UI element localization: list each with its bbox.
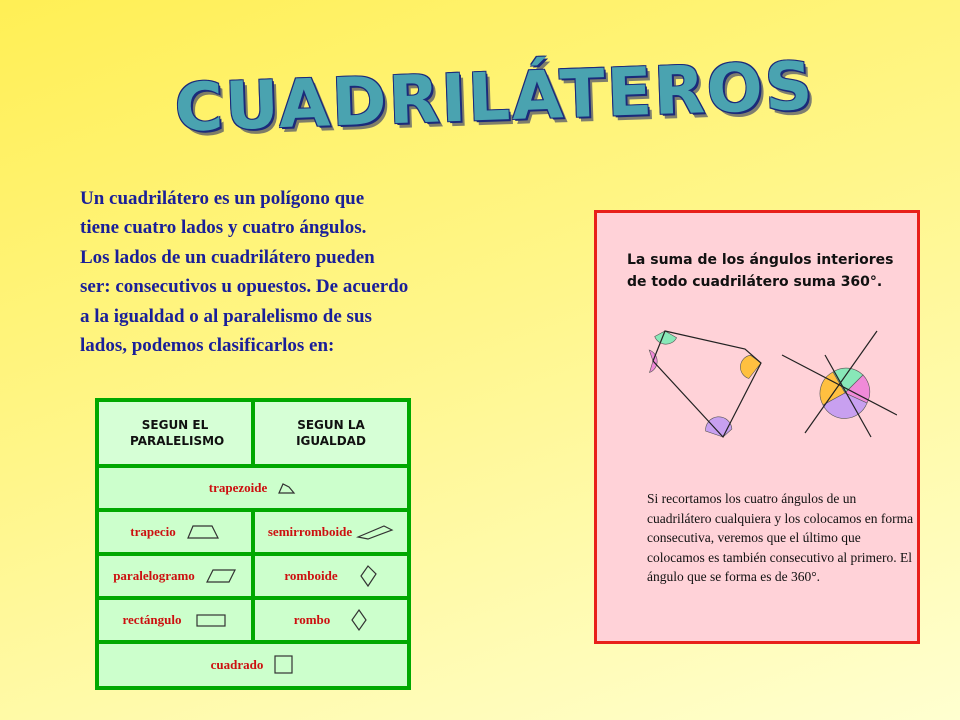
angle-sum-box <box>594 210 920 644</box>
rombo-shape-icon <box>350 608 368 632</box>
intro-line: Un cuadrilátero es un polígono que <box>80 188 365 209</box>
label-romboide: romboide <box>284 568 338 583</box>
intro-line: a la igualdad o al paralelismo de sus <box>80 305 372 327</box>
cell-rombo <box>255 600 407 640</box>
intro-line: lados, podemos clasificarlos en: <box>80 335 335 357</box>
label-semirromboide: semirromboide <box>267 524 353 539</box>
angle-sum-explanation: Si recortamos los cuatro ángulos de un cuadrilátero cualquiera y los colocamos en forma consecutiva, veremos que el último que colocamos es también consecutivo al primero. El ángulo que se forma es de 360°. <box>647 491 914 584</box>
cell-paralelogramo <box>99 556 251 596</box>
cuadrado-shape-icon <box>273 654 295 676</box>
angle-sum-heading: La suma de los ángulos interiores de todo cuadrilátero suma 360°. <box>627 252 894 290</box>
cell-trapecio <box>99 512 251 552</box>
intro-line: Los lados de un cuadrilátero pueden <box>80 246 375 268</box>
label-rectangulo: rectángulo <box>122 612 182 627</box>
cell-romboide <box>255 556 407 596</box>
label-rombo: rombo <box>293 612 331 627</box>
classification-table <box>95 398 411 690</box>
romboide-shape-icon <box>358 564 378 588</box>
trapecio-shape-icon <box>186 524 220 540</box>
quadrilateral-figure <box>649 331 761 437</box>
angle-sum-diagram <box>627 325 897 465</box>
consecutive-angles-figure <box>782 331 897 437</box>
paralelogramo-shape-icon <box>205 568 237 584</box>
row-trapezoide <box>99 468 407 508</box>
intro-line: tiene cuatro lados y cuatro ángulos. <box>80 217 367 239</box>
intro-paragraph <box>80 184 500 360</box>
label-paralelogramo: paralelogramo <box>113 568 195 583</box>
cell-rectangulo <box>99 600 251 640</box>
label-trapezoide: trapezoide <box>208 480 268 495</box>
intro-line: ser: consecutivos u opuestos. De acuerdo <box>80 276 409 298</box>
label-trapecio: trapecio <box>130 524 176 539</box>
semirromboide-shape-icon <box>356 523 394 541</box>
header-igualdad: SEGUN LA IGUALDAD <box>255 402 407 464</box>
cell-semirromboide <box>255 512 407 552</box>
row-cuadrado <box>99 644 407 686</box>
page-title: CUADRILÁTEROS <box>173 47 816 147</box>
trapezoide-shape-icon <box>277 481 297 495</box>
header-paralelismo: SEGUN EL PARALELISMO <box>99 402 251 464</box>
label-cuadrado: cuadrado <box>210 657 264 672</box>
rectangulo-shape-icon <box>195 612 227 628</box>
